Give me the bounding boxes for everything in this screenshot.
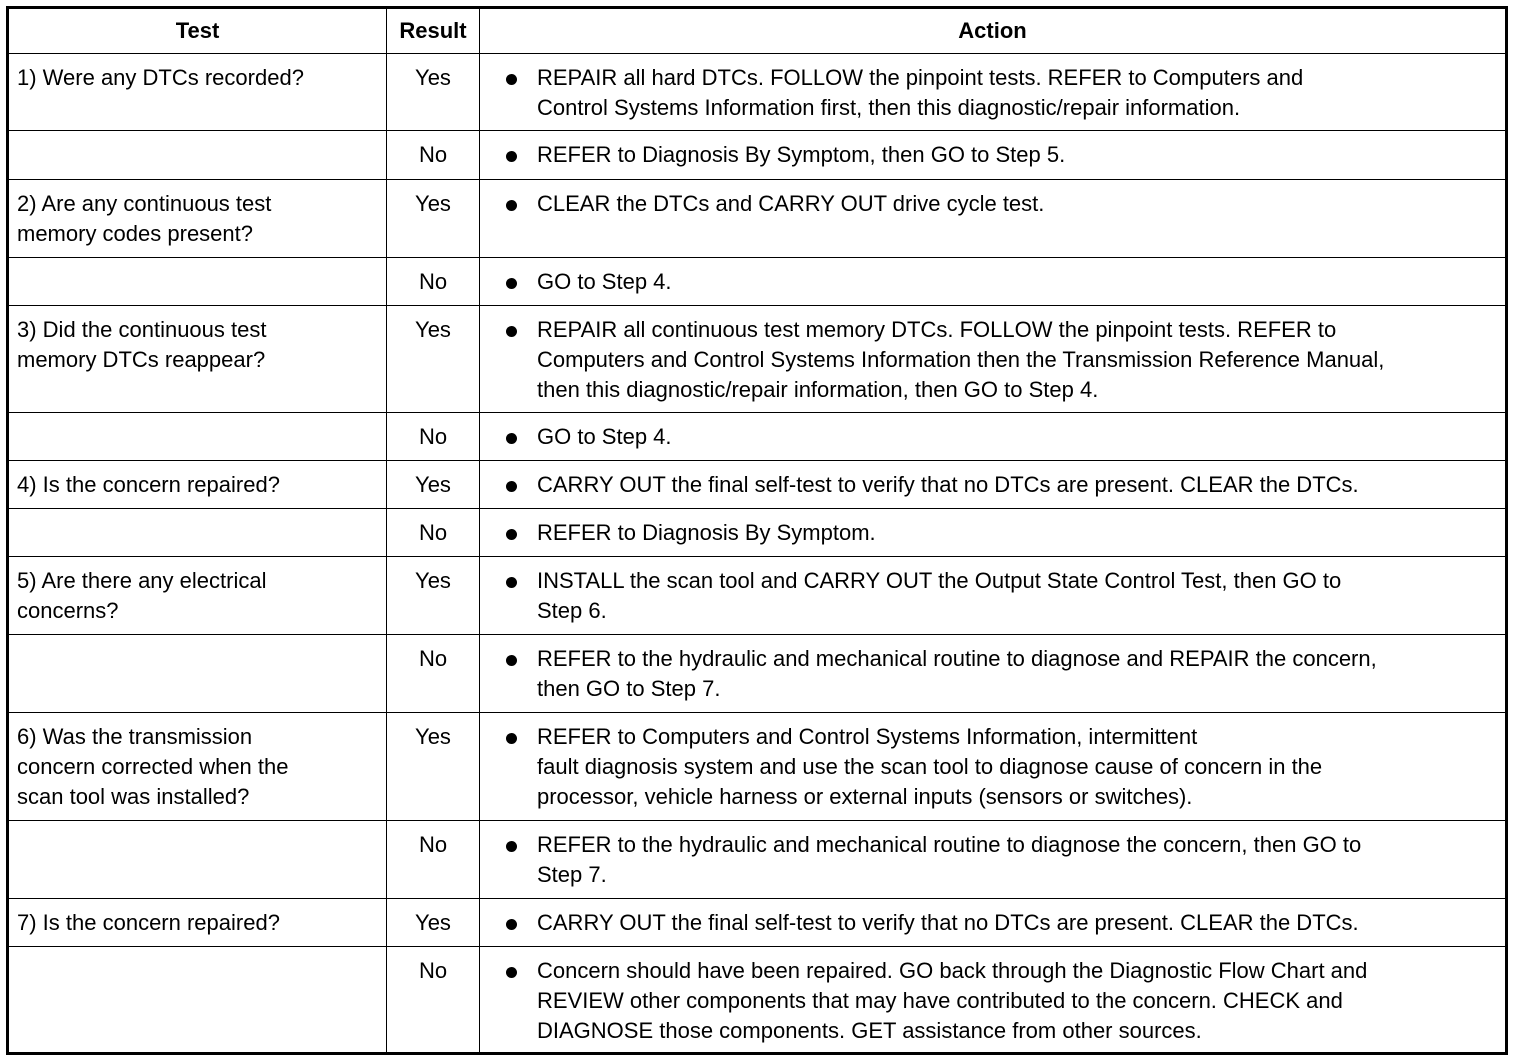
result-cell: Yes — [387, 899, 480, 947]
action-text: GO to Step 4. — [537, 424, 672, 449]
action-cell — [480, 713, 1507, 821]
test-cell — [8, 635, 387, 713]
test-cell — [8, 258, 387, 306]
action-cell — [480, 258, 1507, 306]
result-cell: No — [387, 635, 480, 713]
table-row — [8, 131, 1507, 180]
action-cell — [480, 54, 1507, 131]
result-cell: Yes — [387, 306, 480, 413]
action-text: REPAIR all continuous test memory DTCs. FOLLOW the pinpoint tests. REFER to Computers and Control Systems Information then the Transmission Reference Manual, then this diagnostic/repair information, then GO to Step 4. — [537, 317, 1385, 402]
table-row — [8, 54, 1507, 131]
test-cell — [8, 413, 387, 461]
bullet-icon — [506, 841, 517, 852]
action-text: CLEAR the DTCs and CARRY OUT drive cycle test. — [537, 191, 1045, 216]
action-text: REFER to the hydraulic and mechanical routine to diagnose and REPAIR the concern, then GO to Step 7. — [537, 646, 1377, 701]
table-row — [8, 947, 1507, 1054]
result-cell: No — [387, 131, 480, 180]
action-cell — [480, 635, 1507, 713]
table-row — [8, 899, 1507, 947]
bullet-icon — [506, 74, 517, 85]
action-text: REFER to Diagnosis By Symptom, then GO to Step 5. — [537, 142, 1066, 167]
bullet-icon — [506, 577, 517, 588]
bullet-icon — [506, 433, 517, 444]
test-cell — [8, 947, 387, 1054]
test-cell — [8, 131, 387, 180]
test-cell — [8, 821, 387, 899]
test-cell: 5) Are there any electrical concerns? — [8, 557, 387, 635]
table-row — [8, 713, 1507, 821]
action-text: REPAIR all hard DTCs. FOLLOW the pinpoint tests. REFER to Computers and Control Systems Information first, then this diagnostic/repair information. — [537, 65, 1304, 120]
result-cell: Yes — [387, 461, 480, 509]
test-cell: 1) Were any DTCs recorded? — [8, 54, 387, 131]
action-text: GO to Step 4. — [537, 269, 672, 294]
table-row — [8, 180, 1507, 258]
table-row — [8, 306, 1507, 413]
result-cell: No — [387, 947, 480, 1054]
bullet-icon — [506, 919, 517, 930]
action-text: REFER to the hydraulic and mechanical routine to diagnose the concern, then GO to Step 7. — [537, 832, 1362, 887]
result-cell: Yes — [387, 713, 480, 821]
action-cell — [480, 413, 1507, 461]
action-cell — [480, 509, 1507, 557]
test-cell — [8, 509, 387, 557]
action-cell — [480, 461, 1507, 509]
bullet-icon — [506, 200, 517, 211]
action-cell — [480, 306, 1507, 413]
header-action: Action — [480, 8, 1507, 54]
test-cell: 4) Is the concern repaired? — [8, 461, 387, 509]
table-row — [8, 258, 1507, 306]
action-cell — [480, 821, 1507, 899]
test-cell: 6) Was the transmission concern corrected when the scan tool was installed? — [8, 713, 387, 821]
action-text: CARRY OUT the final self-test to verify that no DTCs are present. CLEAR the DTCs. — [537, 910, 1359, 935]
bullet-icon — [506, 529, 517, 540]
result-cell: Yes — [387, 180, 480, 258]
test-cell: 7) Is the concern repaired? — [8, 899, 387, 947]
result-cell: No — [387, 509, 480, 557]
result-cell: Yes — [387, 557, 480, 635]
action-text: Concern should have been repaired. GO back through the Diagnostic Flow Chart and REVIEW other components that may have contributed to the concern. CHECK and DIAGNOSE those components. GET assistance from other sources. — [537, 958, 1368, 1043]
bullet-icon — [506, 733, 517, 744]
result-cell: No — [387, 413, 480, 461]
result-cell: No — [387, 258, 480, 306]
action-text: CARRY OUT the final self-test to verify that no DTCs are present. CLEAR the DTCs. — [537, 472, 1359, 497]
table-row — [8, 461, 1507, 509]
action-cell — [480, 131, 1507, 180]
action-text: REFER to Diagnosis By Symptom. — [537, 520, 876, 545]
result-cell: No — [387, 821, 480, 899]
action-text: REFER to Computers and Control Systems Information, intermittent fault diagnosis system and use the scan tool to diagnose cause of concern in the processor, vehicle harness or external inputs (sensors or switches). — [537, 724, 1323, 809]
action-cell — [480, 947, 1507, 1054]
header-row — [8, 8, 1507, 54]
bullet-icon — [506, 151, 517, 162]
bullet-icon — [506, 278, 517, 289]
table-row — [8, 557, 1507, 635]
bullet-icon — [506, 481, 517, 492]
table-row — [8, 635, 1507, 713]
bullet-icon — [506, 655, 517, 666]
action-cell — [480, 899, 1507, 947]
action-cell — [480, 557, 1507, 635]
table-row — [8, 509, 1507, 557]
result-cell: Yes — [387, 54, 480, 131]
bullet-icon — [506, 967, 517, 978]
action-text: INSTALL the scan tool and CARRY OUT the Output State Control Test, then GO to Step 6. — [537, 568, 1342, 623]
header-test: Test — [8, 8, 387, 54]
header-result: Result — [387, 8, 480, 54]
test-cell: 2) Are any continuous test memory codes present? — [8, 180, 387, 258]
table-row — [8, 413, 1507, 461]
test-cell: 3) Did the continuous test memory DTCs reappear? — [8, 306, 387, 413]
bullet-icon — [506, 326, 517, 337]
table-row — [8, 821, 1507, 899]
action-cell — [480, 180, 1507, 258]
diagnostic-table — [6, 6, 1508, 1055]
